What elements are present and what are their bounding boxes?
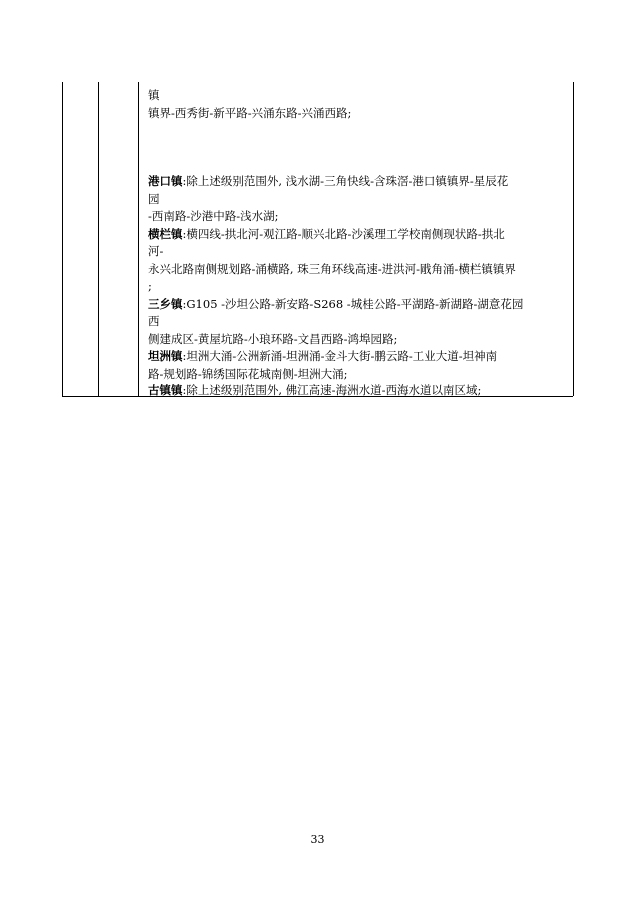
text-line: 永兴北路南侧规划路-涌横路, 珠三角环线高速-进洪河-戙角涌-横栏镇镇界	[148, 261, 516, 276]
town-entry-tanzhou	[148, 348, 497, 366]
town-text: :坦洲大涌-公洲新涌-坦洲涌-金斗大街-鹏云路-工业大道-坦神南	[182, 349, 498, 363]
town-text: :横四线-拱北河-观江路-顺兴北路-沙溪理工学校南侧现状路-拱北	[182, 226, 505, 241]
table-border-left	[62, 82, 63, 396]
text-line: -西南路-沙港中路-浅水湖;	[148, 209, 279, 223]
text-line: 侧建成区-黄屋坑路-小琅环路-文昌西路-鸿埠园路;	[148, 331, 398, 346]
town-label: 港口镇	[148, 174, 183, 188]
text-line: 路-规划路-锦绣国际花城南侧-坦洲大涌;	[148, 366, 348, 381]
town-entry-sanxiang	[148, 296, 523, 314]
text-line: ;	[148, 279, 152, 293]
town-entry-gangkou	[148, 173, 508, 191]
text-line: 镇	[148, 88, 160, 102]
table-column-divider	[98, 82, 99, 396]
table-border-right	[573, 82, 574, 396]
town-entry-guzhen	[148, 382, 481, 400]
town-label: 坦洲镇	[148, 349, 183, 363]
town-label: 横栏镇	[148, 226, 183, 241]
text-line: 镇界-西秀街-新平路-兴涌东路-兴涌西路;	[148, 105, 352, 120]
town-text: :除上述级别范围外, 浅水湖-三角快线-含珠滘-港口镇镇界-星辰花	[182, 174, 509, 188]
town-text: :除上述级别范围外, 佛江高速-海洲水道-西海水道以南区域;	[182, 383, 482, 397]
text-line: 河-	[148, 244, 164, 258]
table-column-divider	[138, 82, 139, 396]
town-text: :G105 -沙坦公路-新安路-S268 -城桂公路-平湖路-新湖路-湖意花园	[182, 296, 524, 311]
town-entry-henglan	[148, 226, 505, 244]
page-number: 33	[310, 833, 325, 846]
town-label: 古镇镇	[148, 383, 183, 397]
text-line: 园	[148, 191, 160, 206]
town-label: 三乡镇	[148, 296, 183, 311]
text-line: 西	[148, 314, 160, 328]
